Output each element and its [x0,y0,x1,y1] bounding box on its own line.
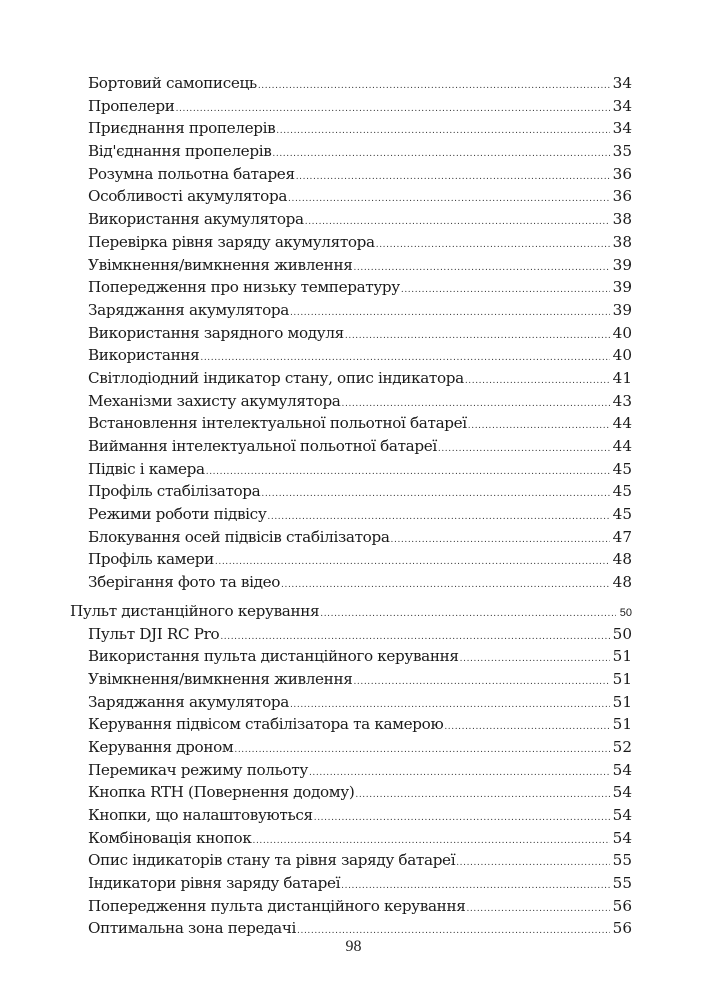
dot-leader [272,143,610,163]
toc-entry-page: 34 [612,74,632,92]
toc-entry-title: Приєднання пропелерів [88,119,276,138]
toc-entry-page: 35 [612,142,632,161]
toc-entry-title: Розумна польотна батарея [88,164,295,183]
dot-leader [305,211,610,231]
toc-entry[interactable] [88,435,632,458]
toc-entry-page: 34 [612,119,632,138]
dot-leader [290,302,610,322]
toc-entry-page: 38 [612,232,632,251]
toc-entry[interactable] [88,804,632,827]
toc-entry-title: Від'єднання пропелерів [88,142,272,161]
page-number: 98 [345,938,362,955]
toc-entry-title: Виймання інтелектуальної польотної батареї [88,437,437,455]
toc-entry-page: 51 [612,715,632,734]
toc-entry-page: 39 [612,255,632,274]
dot-leader [401,279,610,299]
toc-entry-title: Пульт DJI RC Pro [88,624,220,643]
dot-leader [466,898,610,918]
toc-entry-page: 47 [612,527,632,546]
toc-entry[interactable] [88,299,632,322]
toc-entry[interactable] [88,917,632,940]
toc-section-heading[interactable] [70,600,632,623]
toc-entry-title: Використання пульта дистанційного керування [88,647,459,666]
toc-entry-title: Пульт дистанційного керування [70,601,320,620]
toc-entry-title: Профіль стабілізатора [88,482,261,501]
toc-entry[interactable] [88,163,632,186]
toc-entry-page: 50 [619,606,632,619]
toc-entry[interactable] [88,208,632,231]
toc-entry-page: 55 [612,851,632,870]
toc-entry-title: Профіль камери [88,550,214,569]
toc-entry-title: Механізми захисту акумулятора [88,391,341,410]
toc-entry[interactable] [88,895,632,918]
toc-entry-page: 44 [612,437,632,455]
toc-entry-page: 54 [612,828,632,847]
toc-entry[interactable] [88,691,632,714]
dot-leader [444,716,610,736]
toc-entry-page: 54 [612,806,632,824]
toc-entry-title: Керування дроном [88,737,234,756]
toc-entry-title: Зберігання фото та відео [88,573,281,592]
dot-leader [276,120,610,140]
toc-entry-page: 45 [612,482,632,501]
dot-leader [200,347,610,367]
toc-entry-title: Увімкнення/вимкнення живлення [88,255,353,274]
dot-leader [391,529,610,549]
toc-entry-title: Використання акумулятора [88,210,304,229]
toc-entry[interactable] [88,276,632,299]
toc-entry-page: 50 [612,624,632,643]
dot-leader [468,415,610,435]
toc-entry[interactable] [88,117,632,140]
toc-entry-page: 38 [612,210,632,229]
toc-entry-title: Підвіс і камера [88,459,205,478]
dot-leader [465,370,610,390]
dot-leader [345,325,610,345]
toc-entry[interactable] [88,759,632,782]
toc-entry-title: Увімкнення/вимкнення живлення [88,669,353,688]
toc-entry-page: 39 [612,300,632,319]
toc-entry-title: Комбіновація кнопок [88,828,252,847]
toc-entry-page: 55 [612,874,632,893]
toc-entry[interactable] [88,231,632,254]
toc-entry-page: 45 [612,459,632,478]
dot-leader [376,234,610,254]
toc-entry-page: 56 [612,919,632,938]
toc-entry[interactable] [88,254,632,277]
dot-leader [353,671,610,691]
toc-entry-title: Використання зарядного модуля [88,323,344,342]
dot-leader [438,438,610,458]
toc-entry-title: Світлодіодний індикатор стану, опис індикатора [88,368,464,387]
toc-entry-title: Керування підвісом стабілізатора та камерою [88,715,444,734]
toc-entry-page: 51 [612,692,632,711]
toc-entry-title: Встановлення інтелектуальної польотної батареї [88,414,467,433]
toc-entry[interactable] [88,367,632,390]
dot-leader [456,852,610,872]
table-of-contents [0,72,707,940]
toc-entry[interactable] [88,344,632,367]
toc-entry[interactable] [88,458,632,481]
dot-leader [309,762,610,782]
toc-entry[interactable] [88,571,632,594]
toc-entry-title: Використання [88,346,200,365]
dot-leader [460,648,610,668]
toc-entry[interactable] [88,849,632,872]
toc-entry-page: 48 [612,573,632,592]
toc-entry-title: Режими роботи підвісу [88,505,267,524]
toc-entry-page: 52 [612,737,632,756]
toc-entry[interactable] [88,781,632,804]
toc-entry[interactable] [88,140,632,163]
dot-leader [320,603,616,623]
toc-entry[interactable] [88,668,632,691]
toc-entry-page: 48 [612,550,632,569]
toc-entry-page: 40 [612,323,632,342]
toc-entry[interactable] [88,322,632,345]
toc-entry-title: Заряджання акумулятора [88,692,289,711]
toc-entry[interactable] [88,185,632,208]
dot-leader [215,551,610,571]
dot-leader [281,574,610,594]
toc-entry[interactable] [88,390,632,413]
toc-entry-page: 36 [612,187,632,206]
dot-leader [176,98,610,118]
dot-leader [234,739,610,759]
toc-entry[interactable] [88,526,632,549]
toc-entry-page: 43 [612,391,632,410]
toc-entry-title: Індикатори рівня заряду батареї [88,874,341,893]
toc-entry[interactable] [88,713,632,736]
toc-entry[interactable] [88,72,632,95]
toc-entry-page: 51 [612,647,632,666]
toc-entry[interactable] [88,480,632,503]
toc-entry[interactable] [88,548,632,571]
toc-entry-title: Пропелери [88,96,175,115]
toc-entry-title: Опис індикаторів стану та рівня заряду батареї [88,851,456,870]
toc-entry[interactable] [88,827,632,850]
dot-leader [314,807,610,827]
toc-entry-title: Бортовий самописець [88,74,257,92]
toc-entry-page: 44 [612,414,632,433]
dot-leader [296,166,610,186]
toc-entry-page: 45 [612,505,632,524]
toc-entry-page: 39 [612,278,632,297]
toc-entry[interactable] [88,623,632,646]
toc-entry-title: Особливості акумулятора [88,187,288,206]
dot-leader [288,188,610,208]
toc-entry-page: 40 [612,346,632,365]
toc-entry-title: Заряджання акумулятора [88,300,289,319]
toc-entry-title: Кнопка RTH (Повернення додому) [88,783,355,802]
toc-entry[interactable] [88,95,632,118]
toc-entry-title: Кнопки, що налаштовуються [88,806,313,824]
dot-leader [353,257,610,277]
toc-entry[interactable] [88,872,632,895]
toc-entry-page: 54 [612,783,632,802]
toc-entry-title: Перемикач режиму польоту [88,760,308,779]
dot-leader [267,506,610,526]
dot-leader [355,784,610,804]
toc-entry-page: 56 [612,896,632,915]
toc-entry[interactable] [88,503,632,526]
toc-entry[interactable] [88,736,632,759]
toc-entry-title: Попередження пульта дистанційного керування [88,896,466,915]
toc-entry-page: 41 [612,368,632,387]
dot-leader [220,626,610,646]
toc-entry[interactable] [88,645,632,668]
toc-entry-page: 51 [612,669,632,688]
toc-entry-title: Оптимальна зона передачі [88,919,297,938]
toc-entry-page: 34 [612,96,632,115]
dot-leader [341,875,610,895]
dot-leader [258,75,610,95]
toc-entry-title: Попередження про низьку температуру [88,278,400,297]
toc-entry-page: 36 [612,164,632,183]
dot-leader [342,393,610,413]
toc-entry-page: 54 [612,760,632,779]
toc-entry-title: Перевірка рівня заряду акумулятора [88,232,375,251]
dot-leader [252,830,610,850]
dot-leader [206,461,610,481]
dot-leader [261,483,610,503]
dot-leader [290,694,610,714]
toc-entry-title: Блокування осей підвісів стабілізатора [88,527,390,546]
toc-entry[interactable] [88,412,632,435]
